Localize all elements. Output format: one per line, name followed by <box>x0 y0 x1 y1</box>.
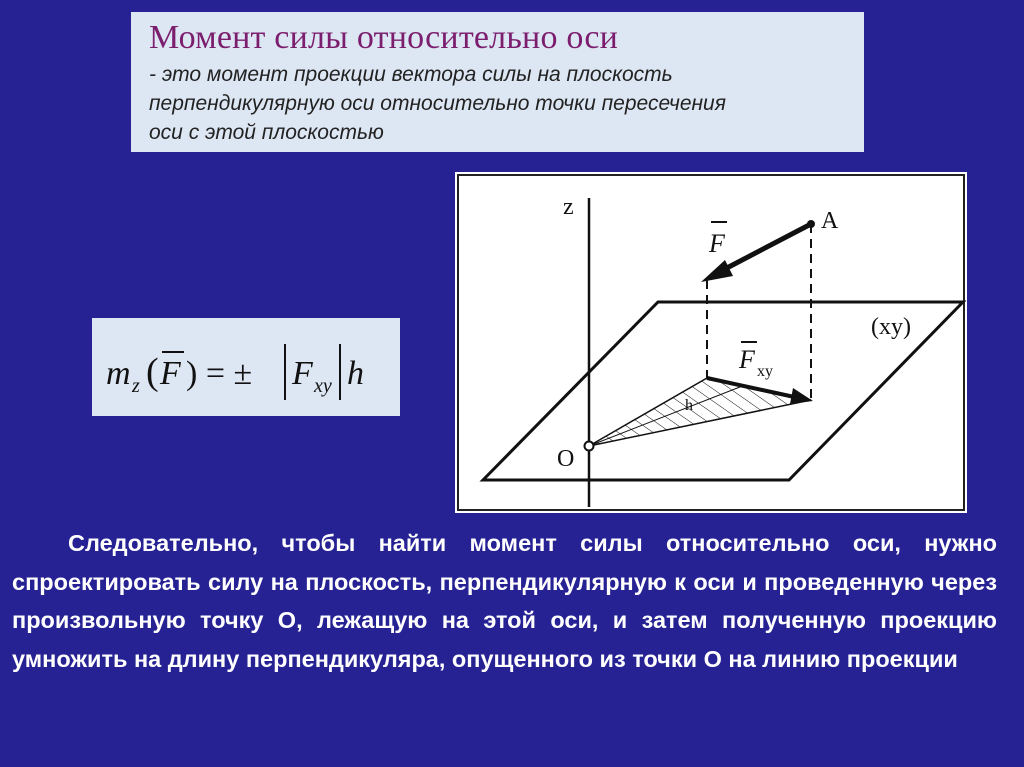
z-axis-label: z <box>563 194 574 220</box>
conclusion-paragraph: Следовательно, чтобы найти момент силы относительно оси, нужно спроектировать силу на плоскость, перпендикулярную к оси и проведенную через произвольную точку О, лежащую на этой оси, и затем полученную проекцию умножить на длину перпендикуляра, опущенного из точки О на линию проекции <box>12 530 997 672</box>
point-A <box>807 220 815 228</box>
formula-h: h <box>347 355 364 392</box>
force-vector-shaft <box>723 224 811 270</box>
definition-panel <box>131 12 864 152</box>
definition-text: - это момент проекции вектора силы на плоскость перпендикулярную оси относительно точки пересечения оси с этой плоскостью <box>149 63 726 144</box>
formula-z-sub: z <box>132 375 140 397</box>
point-A-label: A <box>821 208 839 234</box>
definition-title: Момент силы относительно оси <box>149 19 619 56</box>
projection-vector-arrowhead <box>790 388 813 404</box>
moment-triangle <box>589 378 811 446</box>
force-label: F <box>709 229 725 258</box>
formula-open-paren: ( <box>146 351 159 393</box>
formula-svg <box>92 318 400 416</box>
formula-close-eq: ) = ± <box>186 355 253 392</box>
diagram-panel <box>455 172 967 513</box>
diagram-frame <box>458 175 964 510</box>
formula-F: F <box>160 355 181 392</box>
formula-m: m <box>106 355 131 392</box>
formula-F2: F <box>292 355 313 392</box>
formula-panel <box>92 318 400 416</box>
formula-xy-sub: xy <box>314 375 332 397</box>
h-label: h <box>685 397 693 414</box>
plane-label: (xy) <box>871 314 911 340</box>
diagram-svg <box>455 172 967 513</box>
origin-label: O <box>557 446 575 472</box>
origin-point <box>585 442 594 451</box>
projection-label-sub: xy <box>757 363 773 380</box>
projection-label: F <box>739 345 755 374</box>
force-vector-arrowhead <box>701 260 733 282</box>
